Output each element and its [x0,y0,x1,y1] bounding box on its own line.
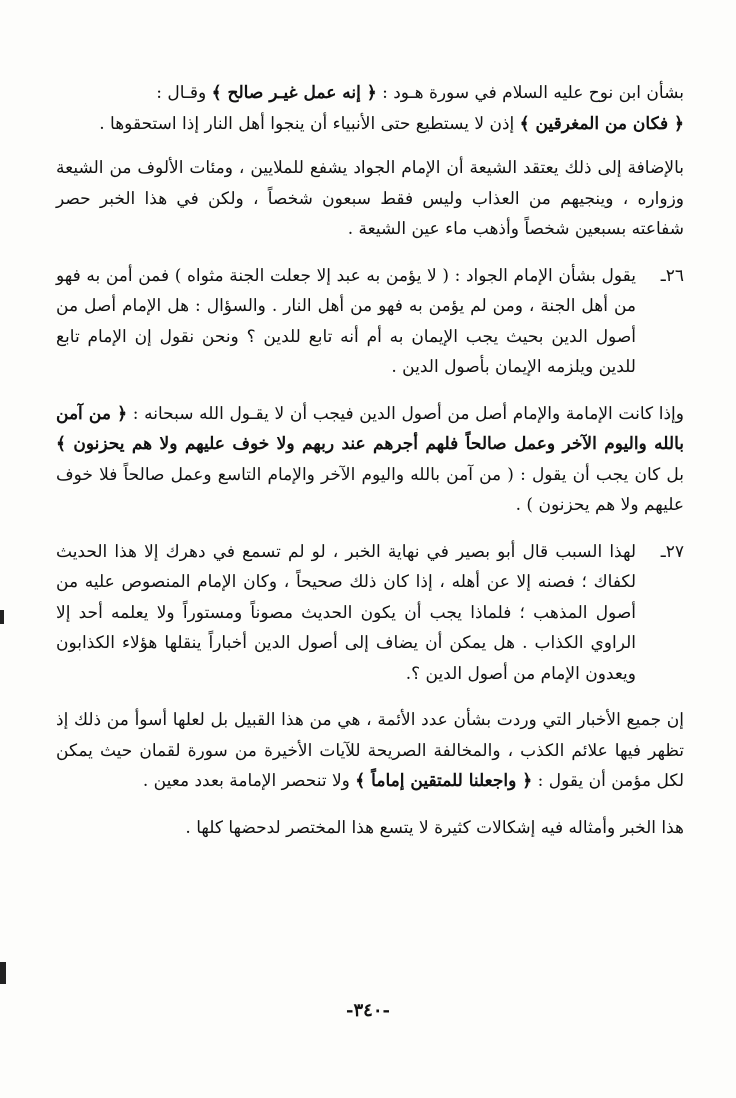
item-number-26: ٢٦ـ [660,265,684,286]
p6-before: إن جميع الأخبار التي وردت بشأن عدد الأئمة ، هي من هذا القبيل بل لعلها أسوأ من ذلك إذ تظهر فيها علائم الكذب ، والمخالفة الصريحة للآيات الأخيرة من سورة لقمان حيث يمكن لكل مؤمن أن يقول : [56,710,684,791]
paragraph-4 [56,399,684,521]
p6-quran-quote: ﴿ واجعلنا للمتقين إماماً ﴾ [355,771,533,791]
p1-line1-after: وقـال : [156,83,212,103]
paragraph-5-item-27 [56,537,684,690]
page-body [56,78,684,859]
p1-line2-quran-quote: ﴿ فكان من المغرقين ﴾ [519,113,684,134]
item-number-27: ٢٧ـ [660,541,684,562]
p4-before: وإذا كانت الإمامة والإمام أصل من أصول الدين فيجب أن لا يقـول الله سبحانه : [127,403,684,424]
scan-edge-mark [0,962,6,984]
page-number: -٣٤٠- [346,1000,390,1021]
p1-line2-after: إذن لا يستطيع حتى الأنبياء أن ينجوا أهل النار إذا استحقوها . [99,113,520,134]
p5-text: لهذا السبب قال أبو بصير في نهاية الخبر ، لو لم تسمع في دهرك إلا هذا الحديث لكفاك ؛ فصنه إلا عن أهله ، إذا كان ذلك صحيحاً ، وكان الإمام المنصوص عليه من أصول المذهب ؛ فلماذا يجب أن يكون الحديث مصوناً ومستوراً ولا يعلمه أحد إلا الراوي الكذاب . هل يمكن أن يضاف إلى أصول الدين أخباراً ينقلها هؤلاء الكذابون ويعدون الإمام من أصول الدين ؟. [56,541,636,684]
paragraph-1 [56,78,684,139]
p6-after: ولا تنحصر الإمامة بعدد معين . [142,771,356,791]
p4-after: بل كان يجب أن يقول : ( من آمن بالله واليوم الآخر والإمام التاسع وعمل صالحاً فلا خوف عليهم ولا هم يحزنون ) . [56,464,684,515]
p4-quran-quote: ﴿ من آمن بالله واليوم الآخر وعمل صالحاً فلهم أجرهم عند ربهم ولا خوف عليهم ولا هم يحزنون ﴾ [56,403,684,454]
p3-text: يقول بشأن الإمام الجواد : ( لا يؤمن به عبد إلا جعلت الجنة مثواه ) فمن أمن به فهو من أهل الجنة ، ومن لم يؤمن به فهو من أهل النار . والسؤال : هل الإمام أصل من أصول الدين بحيث يجب الإيمان به أم أنه تابع للدين ؟ ونحن نقول إن الإمام تابع للدين ويلزمه الإيمان بأصول الدين . [56,265,636,377]
paragraph-7: هذا الخبر وأمثاله فيه إشكالات كثيرة لا يتسع هذا المختصر لدحضها كلها . [185,817,684,838]
paragraph-2: بالإضافة إلى ذلك يعتقد الشيعة أن الإمام الجواد يشفع للملايين ، ومئات الألوف من الشيعة وزواره ، وينجيهم من العذاب وليس فقط سبعون شخصاً ، ولكن في هذا الخبر حصر شفاعته بسبعين شخصاً وأذهب ماء عين الشيعة . [56,158,684,239]
paragraph-3-item-26 [56,261,684,383]
scan-edge-mark [0,610,4,624]
p1-line1-text: بشأن ابن نوح عليه السلام في سورة هـود : [376,83,684,103]
paragraph-6 [56,705,684,797]
p1-line1-quran-quote: ﴿ إنه عمل غيـر صالح ﴾ [211,83,377,103]
